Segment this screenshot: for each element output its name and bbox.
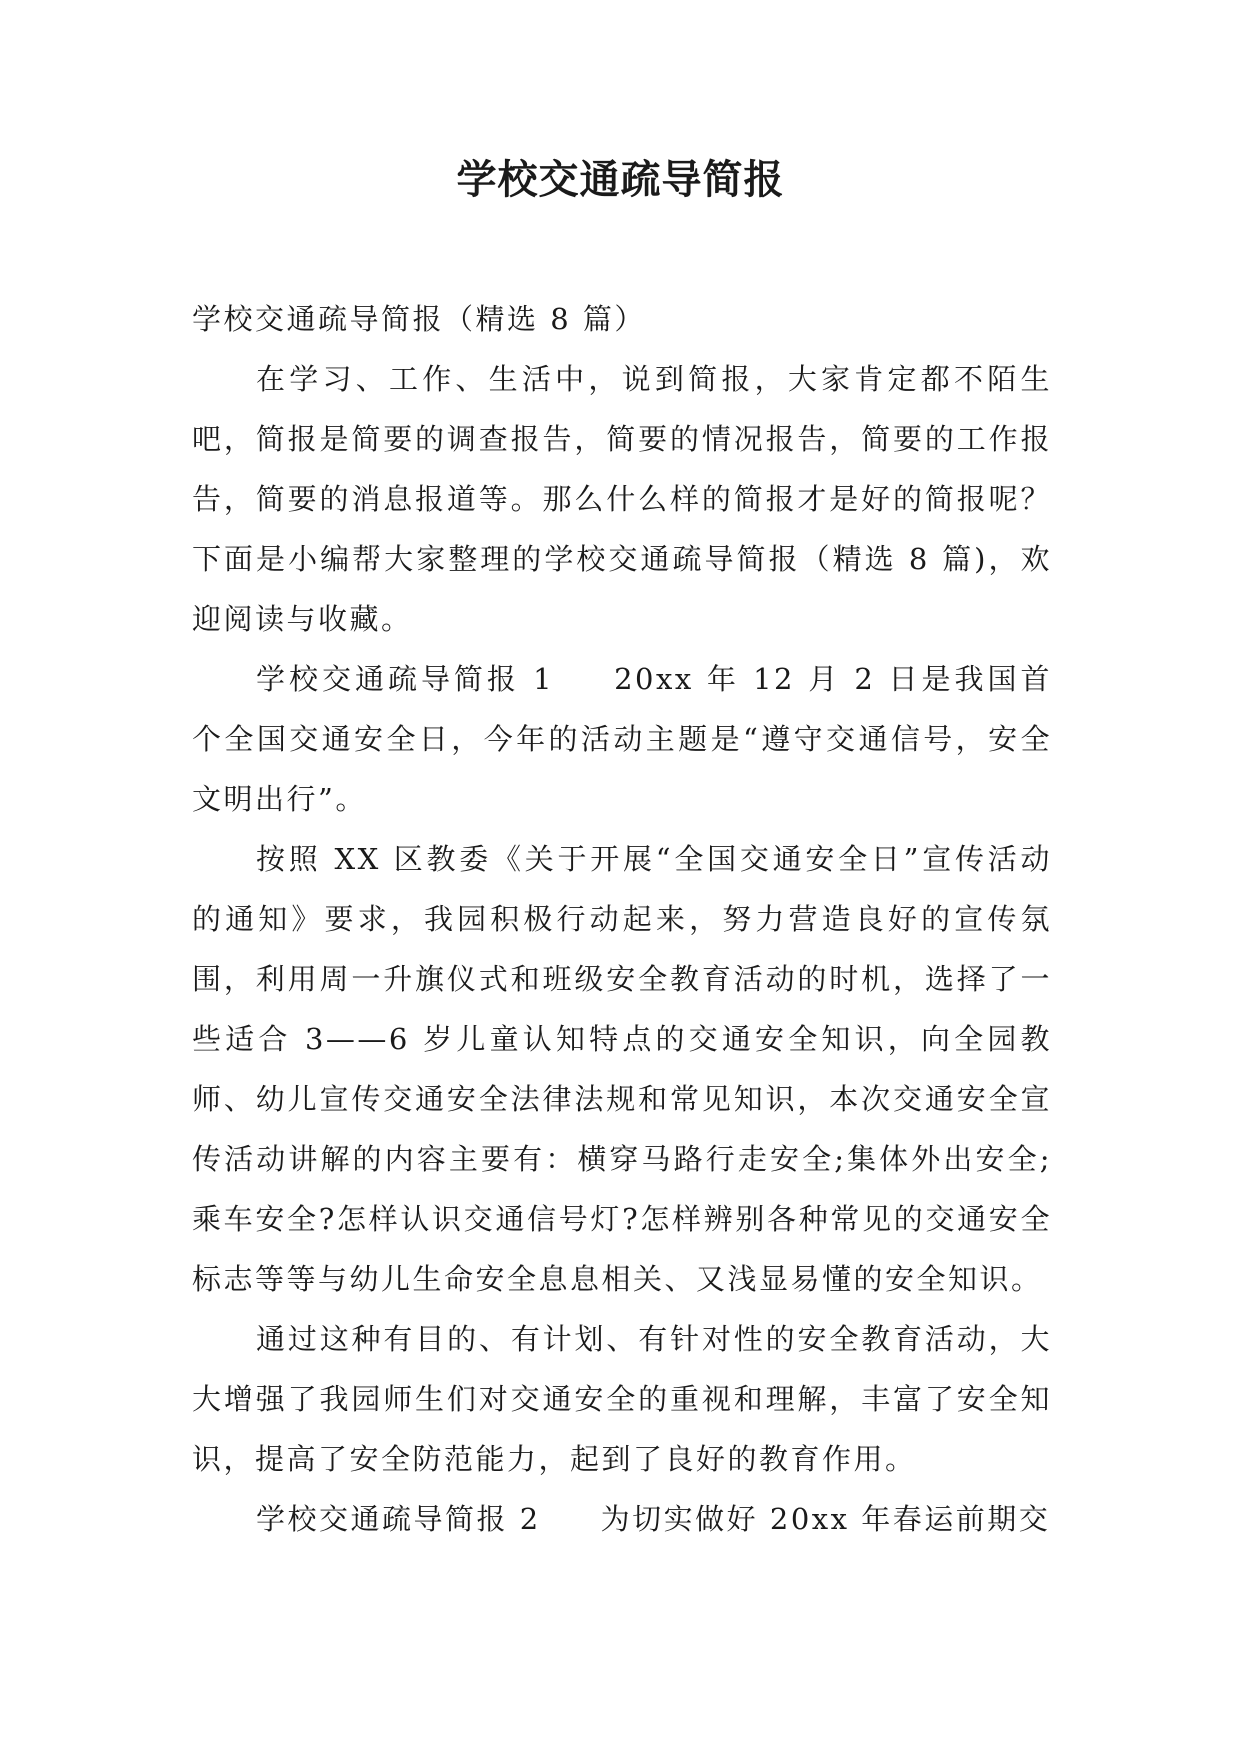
section-1-paragraph-2: 按照 XX 区教委《关于开展“全国交通安全日”宣传活动的通知》要求，我园积极行动起来，努力营造良好的宣传氛围，利用周一升旗仪式和班级安全教育活动的时机，选择了一些适合 3——6 岁儿童认知特点的交通安全知识，向全园教师、幼儿宣传交通安全法律法规和常见知识，本次交通安全宣传活动讲解的内容主要有：横穿马路行走安全;集体外出安全;乘车安全?怎样认识交通信号灯?怎样辨别各种常见的交通安全标志等等与幼儿生命安全息息相关、又浅显易懂的安全知识。 bbox=[192, 842, 1052, 1296]
section-1-lead-paragraph bbox=[192, 649, 1052, 829]
section-2-lead-paragraph bbox=[192, 1489, 1052, 1549]
section-2-heading: 学校交通疏导简报 2 bbox=[256, 1502, 541, 1536]
section-1-lead: 20xx 年 12 月 2 日是我国首个全国交通安全日，今年的活动主题是“遵守交通信号，安全文明出行”。 bbox=[192, 662, 1053, 816]
intro-paragraph: 在学习、工作、生活中，说到简报，大家肯定都不陌生吧，简报是简要的调查报告，简要的情况报告，简要的工作报告，简要的消息报道等。那么什么样的简报才是好的简报呢？下面是小编帮大家整理的学校交通疏导简报（精选 8 篇)，欢迎阅读与收藏。 bbox=[192, 362, 1052, 636]
document-body bbox=[192, 289, 1052, 1549]
section-1-paragraph-3: 通过这种有目的、有计划、有针对性的安全教育活动，大大增强了我园师生们对交通安全的重视和理解，丰富了安全知识，提高了安全防范能力，起到了良好的教育作用。 bbox=[192, 1322, 1052, 1476]
document-title: 学校交通疏导简报 bbox=[456, 157, 785, 203]
section-1-heading: 学校交通疏导简报 1 bbox=[256, 662, 555, 696]
document-subtitle: 学校交通疏导简报（精选 8 篇） bbox=[192, 302, 646, 336]
section-2-lead: 为切实做好 20xx 年春运前期交 bbox=[600, 1502, 1051, 1536]
